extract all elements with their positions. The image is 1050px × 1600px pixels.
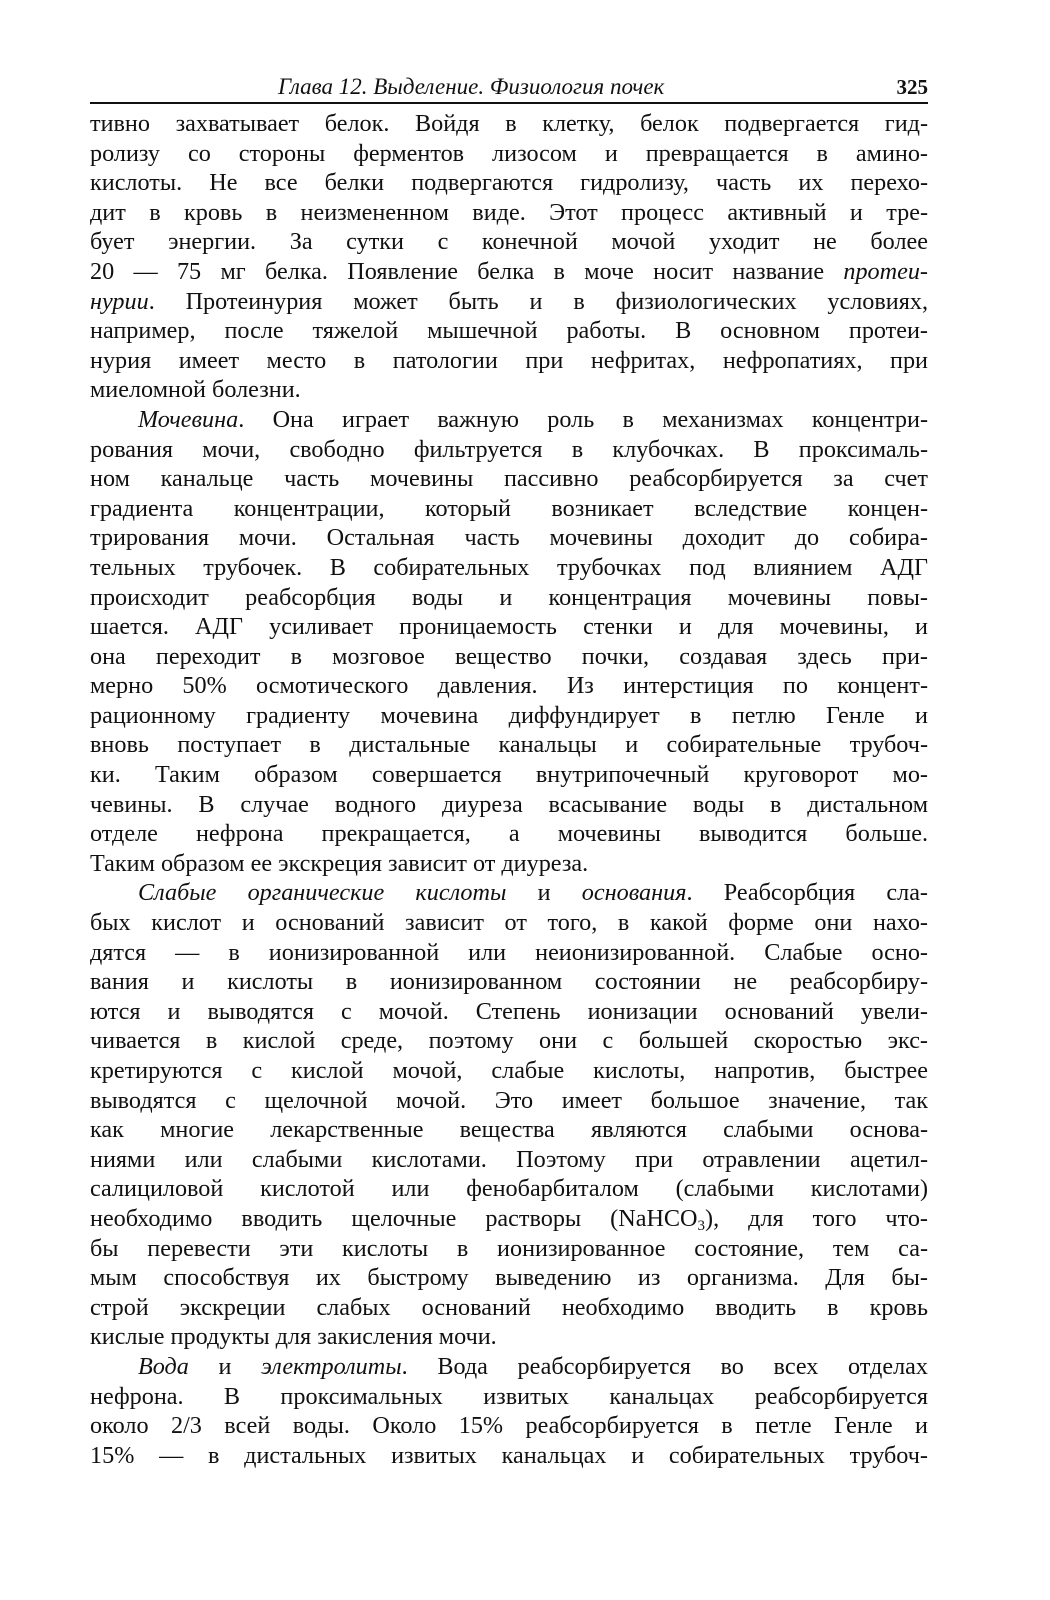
text-run: ), для того что- [705, 1204, 928, 1232]
text-line: бых кислот и оснований зависит от того, в какой форме они нахо- [90, 909, 928, 937]
text-line: нурия имеет место в патологии при нефритах, нефропатиях, при [90, 346, 928, 374]
text-line [90, 287, 928, 317]
text-line [90, 257, 928, 287]
text-line [90, 405, 928, 435]
term-urea: Мочевина [138, 405, 239, 433]
term-water: Вода [138, 1352, 189, 1380]
text-line: дятся — в ионизированной или неионизированной. Слабые осно- [90, 938, 928, 966]
running-title: Глава 12. Выделение. Физиология почек [278, 74, 665, 99]
text-run: и [188, 1352, 262, 1380]
text-line: строй экскреции слабых оснований необходимо вводить в кровь [90, 1293, 928, 1321]
term-proteinuria: протеи- [843, 257, 928, 285]
text-line: тельных трубочек. В собирательных трубочках под влиянием АДГ [90, 553, 928, 581]
text-line: рования мочи, свободно фильтруется в клубочках. В проксималь- [90, 435, 928, 463]
text-line [90, 1204, 928, 1234]
text-line: чевины. В случае водного диуреза всасывание воды в дистальном [90, 790, 928, 818]
text-line: ном канальце часть мочевины пассивно реабсорбируется за счет [90, 465, 928, 493]
text-line: дит в кровь в неизмененном виде. Этот процесс активный и тре- [90, 198, 928, 226]
text-run: . Протеинурия может быть и в физиологических условиях, [148, 287, 928, 315]
text-run: . Реабсорбция сла- [686, 879, 928, 907]
text-run: . Вода реабсорбируется во всех отделах [401, 1352, 928, 1380]
text-line: миеломной болезни. [90, 376, 301, 404]
text-run: необходимо вводить щелочные растворы (NaHCO [90, 1204, 698, 1232]
term-bases: основания [581, 879, 687, 907]
term-electrolytes: электролиты [261, 1352, 402, 1380]
text-line: выводятся с щелочной мочой. Это имеет большое значение, так [90, 1086, 928, 1114]
text-line: кислоты. Не все белки подвергаются гидролизу, часть их перехо- [90, 169, 928, 197]
text-line: мым способствуя их быстрому выведению из организма. Для бы- [90, 1264, 928, 1292]
text-line: вания и кислоты в ионизированном состоянии не реабсорбиру- [90, 968, 928, 996]
text-run: и [506, 879, 582, 907]
text-line [90, 1352, 928, 1382]
text-line: нефрона. В проксимальных извитых канальцах реабсорбируется [90, 1382, 928, 1410]
text-line: бует энергии. За сутки с конечной мочой уходит не более [90, 228, 928, 256]
subscript: 3 [697, 1217, 706, 1234]
text-run: . Она играет важную роль в механизмах концентри- [238, 405, 928, 433]
text-line: 15% — в дистальных извитых канальцах и собирательных трубоч- [90, 1441, 928, 1469]
text-line: происходит реабсорбция воды и концентрация мочевины повы- [90, 583, 928, 611]
text-line: мерно 50% осмотического давления. Из интерстиция по концент- [90, 672, 928, 700]
page-number: 325 [896, 75, 928, 99]
text-line: она переходит в мозговое вещество почки, создавая здесь при- [90, 642, 928, 670]
text-line: около 2/3 всей воды. Около 15% реабсорбируется в петле Генле и [90, 1412, 928, 1440]
text-line [90, 878, 928, 908]
text-run: 20 — 75 мг белка. Появление белка в моче носит название [90, 257, 844, 285]
text-line: бы перевести эти кислоты в ионизированное состояние, тем са- [90, 1234, 928, 1262]
text-line: ниями или слабыми кислотами. Поэтому при отравлении ацетил- [90, 1145, 928, 1173]
text-line: ролизу со стороны ферментов лизосом и превращается в амино- [90, 139, 928, 167]
running-header [90, 72, 928, 104]
text-line: отделе нефрона прекращается, а мочевины выводится больше. [90, 820, 928, 848]
term-weak-acids: Слабые органические кислоты [138, 879, 507, 907]
text-line: салициловой кислотой или фенобарбиталом (слабыми кислотами) [90, 1175, 928, 1203]
text-line: рационному градиенту мочевина диффундирует в петлю Генле и [90, 701, 928, 729]
text-line: трирования мочи. Остальная часть мочевины доходит до собира- [90, 524, 928, 552]
text-line: тивно захватывает белок. Войдя в клетку, белок подвергается гид- [90, 110, 928, 137]
text-line: Таким образом ее экскреция зависит от диуреза. [90, 849, 589, 877]
text-line: ки. Таким образом совершается внутрипочечный круговорот мо- [90, 761, 928, 789]
text-line: чивается в кислой среде, поэтому они с большей скоростью экс- [90, 1027, 928, 1055]
text-line: шается. АДГ усиливает проницаемость стенки и для мочевины, и [90, 613, 928, 641]
text-line: как многие лекарственные вещества являются слабыми основа- [90, 1116, 928, 1144]
body-text [90, 109, 928, 1470]
text-line: кретируются с кислой мочой, слабые кислоты, напротив, быстрее [90, 1057, 928, 1084]
text-line: вновь поступает в дистальные канальцы и собирательные трубоч- [90, 731, 928, 759]
text-line: кислые продукты для закисления мочи. [90, 1323, 497, 1351]
book-page [90, 72, 928, 1470]
term-proteinuria-end: нурии [90, 287, 149, 315]
text-line: ются и выводятся с мочой. Степень ионизации оснований увели- [90, 997, 928, 1025]
text-line: градиента концентрации, который возникает вследствие концен- [90, 494, 928, 522]
text-line: например, после тяжелой мышечной работы. В основном протеи- [90, 317, 928, 345]
